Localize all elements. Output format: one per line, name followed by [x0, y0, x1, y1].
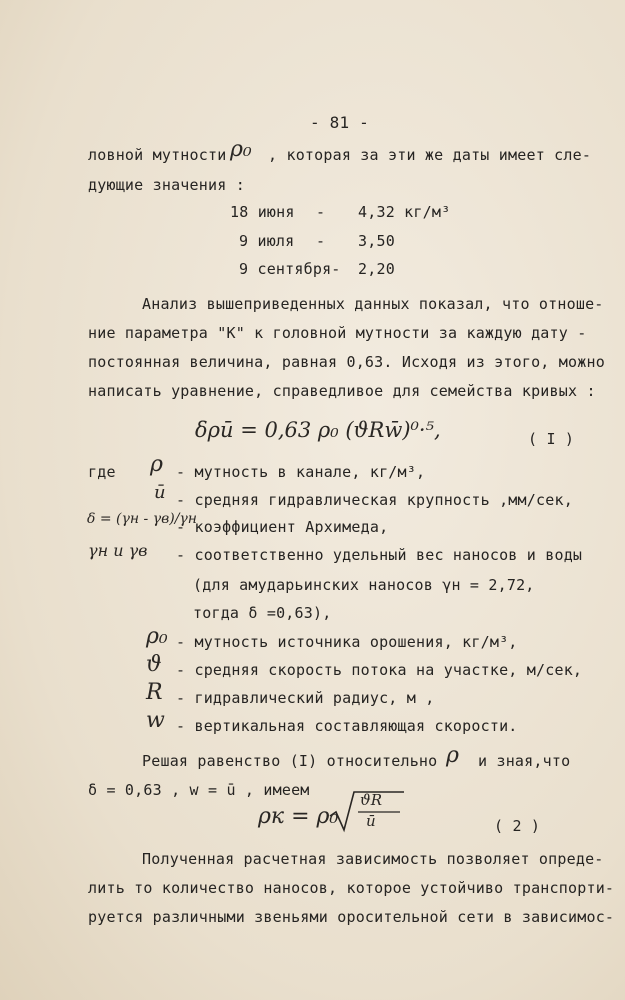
table-date: 9 июля — [239, 232, 295, 250]
definition-text: (для амударьинских наносов γн = 2,72, — [193, 576, 535, 594]
equation-1-number: ( I ) — [528, 430, 575, 448]
equation-2-lhs: ρк = ρ₀ — [258, 804, 339, 829]
rho-zero-symbol: ρ₀ — [230, 137, 252, 162]
analysis-line: постоянная величина, равная 0,63. Исходя из этого, можно — [88, 353, 605, 371]
definition-text: - вертикальная составляющая скорости. — [176, 717, 518, 735]
archimedes-coefficient-symbol: δ = (γн - γв)/γн — [87, 511, 198, 527]
velocity-symbol: ϑ — [146, 652, 162, 677]
analysis-line: написать уравнение, справедливое для семейства кривых : — [88, 382, 596, 400]
equation-1: δρū = 0,63 ρ₀ (ϑRw̄)⁰·⁵, — [195, 418, 441, 442]
table-value: 4,32 кг/м³ — [358, 203, 451, 221]
definition-text: - мутность источника орошения, кг/м³, — [176, 633, 518, 651]
sqrt-numerator: ϑR — [360, 791, 383, 809]
definition-text: - соответственно удельный вес наносов и воды — [176, 546, 583, 564]
table-dash: - — [316, 232, 326, 250]
conclusion-line: руется различными звеньями оросительной сети в зависимос- — [88, 908, 615, 926]
rho-symbol: ρ — [150, 452, 163, 477]
w-symbol: w — [146, 708, 165, 733]
definition-text: - коэффициент Архимеда, — [176, 518, 389, 536]
table-date: 9 сентября- — [239, 260, 341, 278]
definition-text: - средняя скорость потока на участке, м/сек, — [176, 661, 583, 679]
definition-text: тогда δ =0,63), — [193, 604, 332, 622]
table-date: 18 июня — [230, 203, 295, 221]
u-bar-symbol: ū — [154, 482, 166, 503]
where-label: где — [88, 463, 116, 481]
analysis-line: Анализ вышеприведенных данных показал, что отноше- — [142, 295, 604, 313]
table-value: 3,50 — [358, 232, 395, 250]
analysis-line: ние параметра "К" к головной мутности за каждую дату - — [88, 324, 587, 342]
page-number: - 81 - — [310, 113, 369, 132]
definition-text: - гидравлический радиус, м , — [176, 689, 435, 707]
table-dash: - — [316, 203, 326, 221]
solving-line-2: δ = 0,63 , w = ū , имеем — [88, 781, 310, 799]
intro-line-1a: ловной мутности — [88, 146, 227, 164]
conclusion-line: лить то количество наносов, которое устойчиво транспорти- — [88, 879, 615, 897]
gamma-symbols: γн и γв — [88, 541, 148, 560]
solving-line-1a: Решая равенство (I) относительно — [142, 752, 438, 770]
intro-line-1b: , которая за эти же даты имеет сле- — [268, 146, 592, 164]
rho-symbol: ρ — [446, 743, 459, 768]
definition-text: - мутность в канале, кг/м³, — [176, 463, 426, 481]
solving-line-1b: и зная,что — [478, 752, 571, 770]
rho-zero-symbol: ρ₀ — [146, 624, 168, 649]
conclusion-line: Полученная расчетная зависимость позволяет опреде- — [142, 850, 604, 868]
definition-text: - средняя гидравлическая крупность ,мм/сек, — [176, 491, 573, 509]
radius-symbol: R — [146, 680, 163, 705]
sqrt-denominator: ū — [366, 812, 376, 830]
intro-line-2: дующие значения : — [88, 176, 245, 194]
table-value: 2,20 — [358, 260, 395, 278]
equation-2-number: ( 2 ) — [494, 817, 541, 835]
